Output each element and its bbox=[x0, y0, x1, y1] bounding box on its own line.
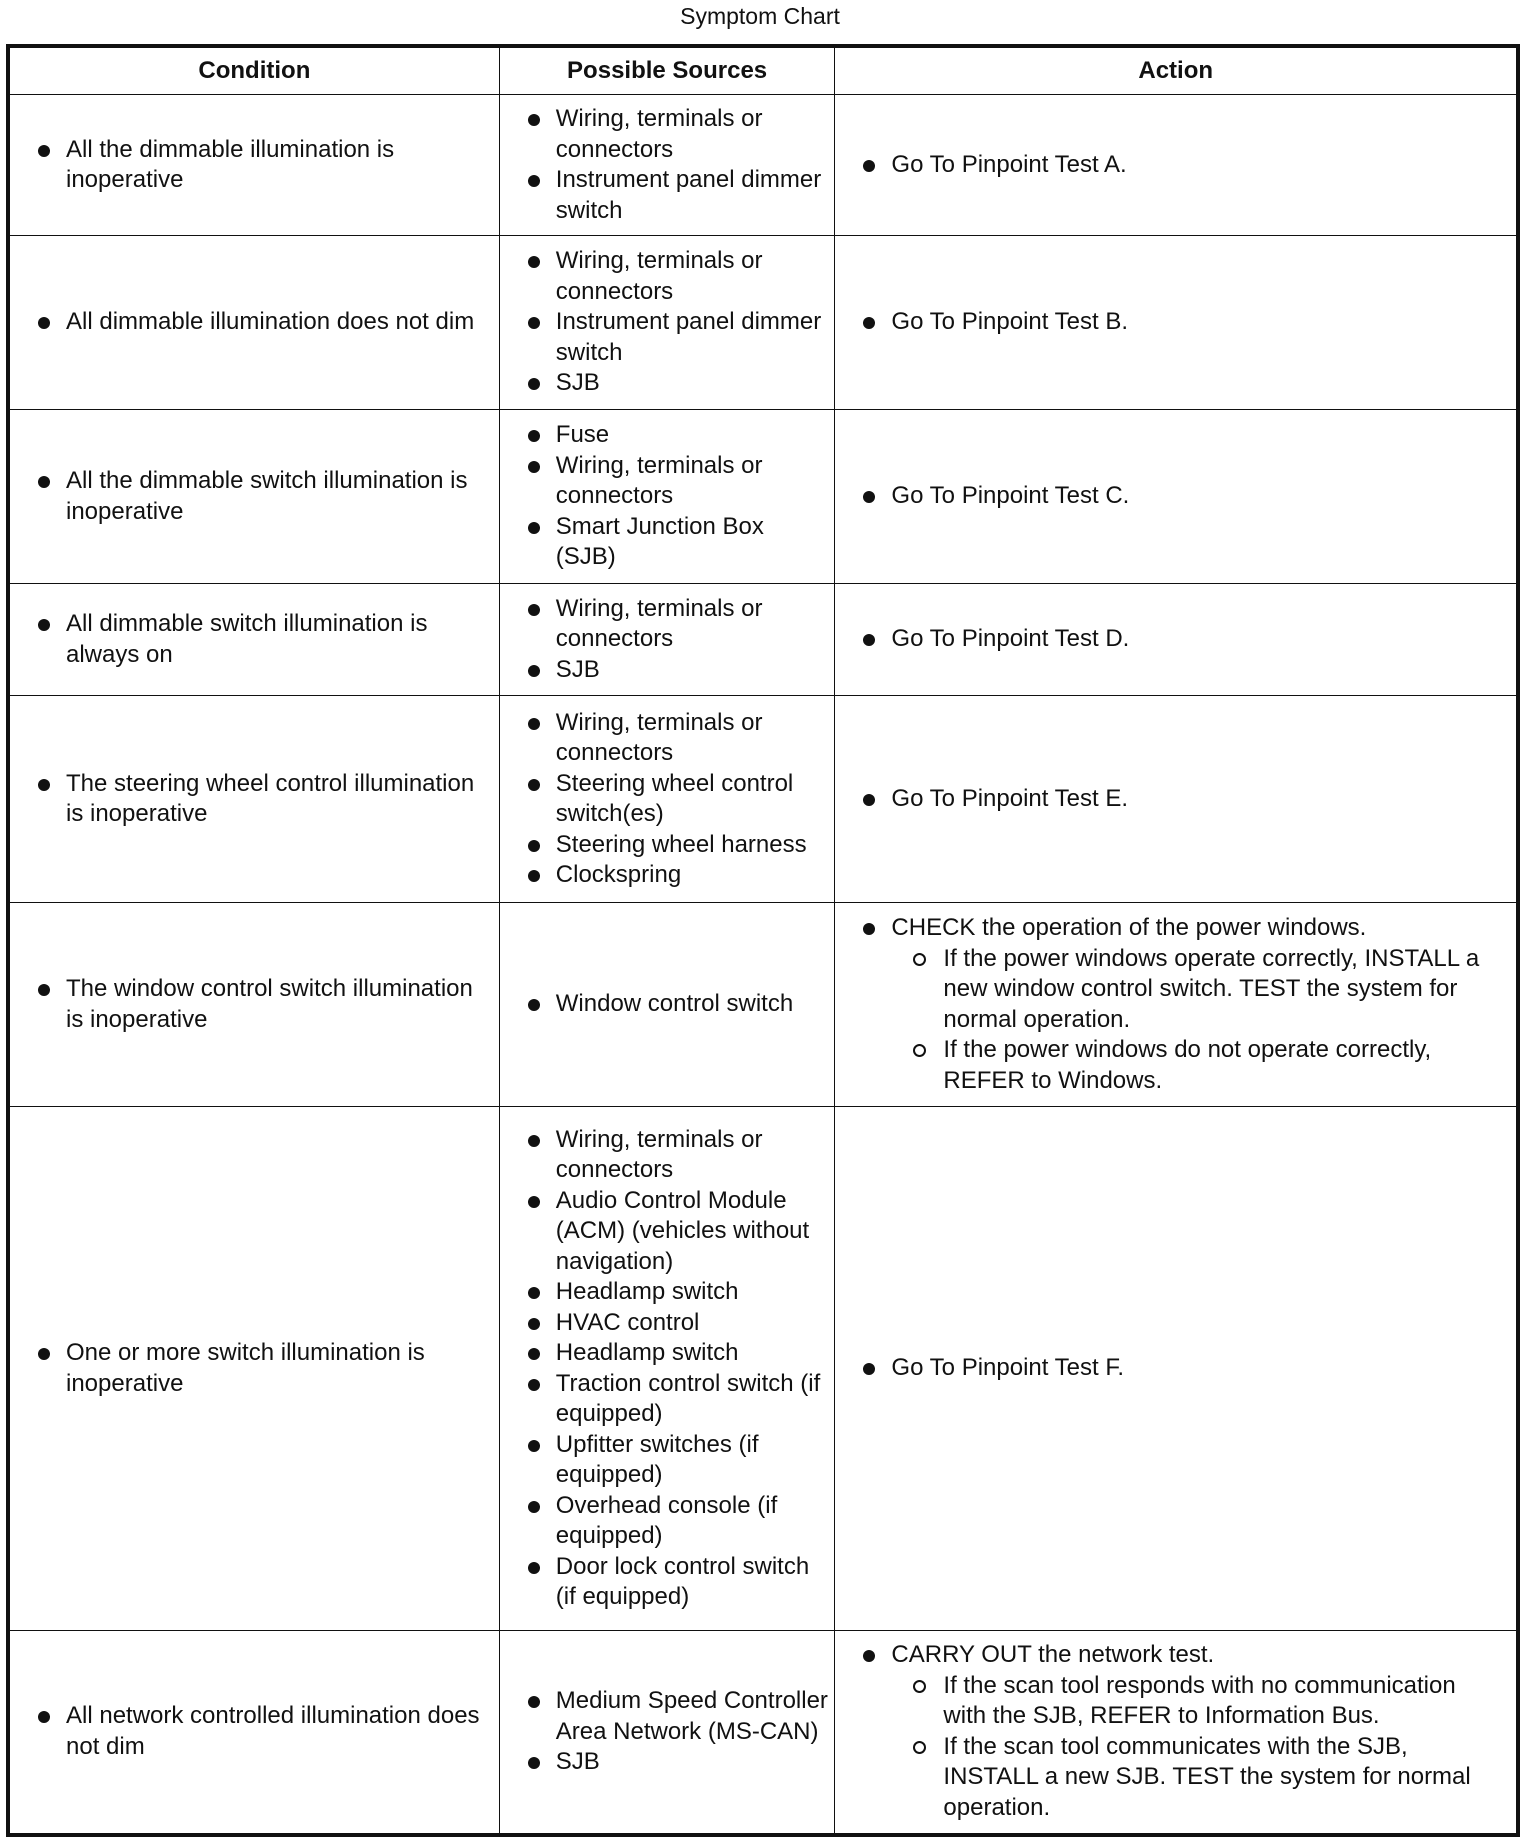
header-row bbox=[8, 46, 1518, 95]
sub-list-item bbox=[913, 1732, 1504, 1824]
list-item-text: All network controlled illumination does not dim bbox=[66, 1702, 480, 1760]
table-row bbox=[8, 584, 1518, 696]
table-row bbox=[8, 903, 1518, 1107]
list-item bbox=[528, 1277, 829, 1308]
condition-cell-list bbox=[10, 1701, 499, 1762]
possible-sources-cell bbox=[499, 903, 835, 1107]
table-row bbox=[8, 410, 1518, 584]
bullet-icon bbox=[528, 1135, 540, 1147]
bullet-icon bbox=[528, 256, 540, 268]
condition-cell-list bbox=[10, 974, 499, 1035]
condition-cell bbox=[8, 95, 499, 236]
action-cell bbox=[835, 236, 1518, 410]
condition-cell bbox=[8, 584, 499, 696]
list-item bbox=[528, 1338, 829, 1369]
sub-list-item-text: If the power windows operate correctly, INSTALL a new window control switch. TEST the system for normal operation. bbox=[943, 944, 1480, 1033]
list-item-text: Clockspring bbox=[555, 861, 682, 888]
possible-sources-cell bbox=[499, 584, 835, 696]
list-item bbox=[528, 246, 829, 307]
action-cell-list bbox=[835, 307, 1516, 338]
list-item-text: Headlamp switch bbox=[555, 1278, 739, 1305]
condition-cell bbox=[8, 410, 499, 584]
condition-cell bbox=[8, 1631, 499, 1835]
list-item-text: SJB bbox=[555, 1748, 600, 1775]
list-item bbox=[528, 989, 829, 1020]
bullet-icon bbox=[528, 317, 540, 329]
list-item bbox=[863, 150, 1504, 181]
bullet-icon bbox=[528, 1379, 540, 1391]
list-item bbox=[528, 1430, 829, 1491]
condition-cell-list bbox=[10, 466, 499, 527]
bullet-icon bbox=[863, 1650, 875, 1662]
action-cell bbox=[835, 584, 1518, 696]
list-item-text: All the dimmable switch illumination is inoperative bbox=[66, 467, 468, 525]
bullet-icon bbox=[528, 604, 540, 616]
bullet-icon bbox=[528, 175, 540, 187]
list-item-text: Traction control switch (if equipped) bbox=[555, 1369, 821, 1427]
bullet-icon bbox=[863, 491, 875, 503]
bullet-icon bbox=[863, 1363, 875, 1375]
possible-sources-cell-list bbox=[500, 1123, 835, 1615]
list-item bbox=[38, 974, 489, 1035]
list-item bbox=[528, 1747, 829, 1778]
action-cell-list bbox=[835, 1353, 1516, 1384]
list-item bbox=[863, 784, 1504, 815]
condition-cell-list bbox=[10, 769, 499, 830]
list-item bbox=[528, 1686, 829, 1747]
bullet-icon bbox=[528, 1501, 540, 1513]
bullet-icon bbox=[863, 794, 875, 806]
action-cell bbox=[835, 1107, 1518, 1631]
table-body bbox=[8, 95, 1518, 1835]
list-item-text: Wiring, terminals or connectors bbox=[555, 247, 763, 305]
list-item bbox=[38, 135, 489, 196]
action-cell bbox=[835, 903, 1518, 1107]
list-item-text: Fuse bbox=[555, 421, 610, 449]
list-item-text: Go To Pinpoint Test E. bbox=[891, 784, 1129, 812]
condition-cell-list bbox=[10, 1338, 499, 1399]
list-item-text: Go To Pinpoint Test D. bbox=[891, 625, 1130, 653]
page-title: Symptom Chart bbox=[680, 3, 840, 29]
action-cell-list bbox=[835, 481, 1516, 512]
bullet-icon bbox=[528, 522, 540, 534]
list-item-text: SJB bbox=[555, 369, 600, 397]
action-cell bbox=[835, 95, 1518, 236]
possible-sources-cell bbox=[499, 410, 835, 584]
bullet-icon bbox=[528, 840, 540, 852]
list-item-text: Go To Pinpoint Test F. bbox=[891, 1354, 1125, 1382]
list-item-text: Wiring, terminals or connectors bbox=[555, 105, 763, 163]
list-item bbox=[863, 913, 1504, 1096]
list-item-text: HVAC control bbox=[555, 1308, 700, 1336]
list-item-text: Instrument panel dimmer switch bbox=[555, 308, 822, 366]
bullet-icon bbox=[528, 114, 540, 126]
list-item-text: The window control switch illumination is inoperative bbox=[66, 975, 473, 1033]
bullet-icon bbox=[528, 1696, 540, 1708]
list-item bbox=[863, 624, 1504, 655]
list-item bbox=[528, 1552, 829, 1613]
possible-sources-cell-list bbox=[500, 102, 835, 228]
list-item bbox=[528, 368, 829, 399]
bullet-icon bbox=[863, 634, 875, 646]
bullet-icon bbox=[528, 1562, 540, 1574]
list-item-text: Headlamp switch bbox=[555, 1339, 739, 1366]
bullet-icon bbox=[528, 1318, 540, 1330]
list-item bbox=[528, 165, 829, 226]
action-sub-list bbox=[891, 1671, 1504, 1824]
action-cell-list bbox=[835, 913, 1516, 1096]
list-item-text: Window control switch bbox=[555, 990, 794, 1018]
bullet-icon bbox=[528, 1440, 540, 1452]
action-cell bbox=[835, 410, 1518, 584]
bullet-icon bbox=[528, 1757, 540, 1769]
list-item-text: Upfitter switches (if equipped) bbox=[555, 1430, 759, 1488]
possible-sources-cell bbox=[499, 696, 835, 903]
list-item-text: All dimmable switch illumination is always on bbox=[66, 610, 428, 668]
list-item-text: Go To Pinpoint Test C. bbox=[891, 482, 1130, 510]
list-item bbox=[528, 1369, 829, 1430]
bullet-icon bbox=[528, 779, 540, 791]
bullet-icon bbox=[528, 461, 540, 473]
list-item-text: CHECK the operation of the power windows. bbox=[891, 914, 1367, 941]
list-item-text: One or more switch illumination is inoperative bbox=[66, 1339, 425, 1397]
list-item bbox=[528, 708, 829, 769]
possible-sources-cell bbox=[499, 1631, 835, 1835]
possible-sources-cell-list bbox=[500, 706, 835, 893]
list-item bbox=[528, 1186, 829, 1278]
list-item bbox=[863, 1353, 1504, 1384]
action-cell-list bbox=[835, 150, 1516, 181]
list-item bbox=[528, 451, 829, 512]
list-item bbox=[38, 609, 489, 670]
column-header-possible-sources: Possible Sources bbox=[499, 46, 835, 95]
list-item bbox=[528, 769, 829, 830]
sub-list-item bbox=[913, 944, 1504, 1036]
possible-sources-cell bbox=[499, 1107, 835, 1631]
possible-sources-cell-list bbox=[500, 987, 835, 1022]
hollow-bullet-icon bbox=[913, 1741, 926, 1754]
bullet-icon bbox=[863, 160, 875, 172]
possible-sources-cell-list bbox=[500, 1684, 835, 1780]
list-item-text: Go To Pinpoint Test B. bbox=[891, 308, 1129, 336]
table-row bbox=[8, 1631, 1518, 1835]
list-item bbox=[528, 1491, 829, 1552]
list-item bbox=[528, 1308, 829, 1339]
hollow-bullet-icon bbox=[913, 953, 926, 966]
list-item bbox=[863, 1640, 1504, 1823]
list-item-text: Wiring, terminals or connectors bbox=[555, 594, 763, 653]
bullet-icon bbox=[528, 718, 540, 730]
action-cell bbox=[835, 696, 1518, 903]
list-item-text: All dimmable illumination does not dim bbox=[66, 308, 475, 336]
list-item-text: Wiring, terminals or connectors bbox=[555, 451, 763, 510]
bullet-icon bbox=[863, 923, 875, 935]
bullet-icon bbox=[528, 1196, 540, 1208]
condition-cell bbox=[8, 696, 499, 903]
list-item bbox=[528, 512, 829, 573]
action-cell-list bbox=[835, 624, 1516, 655]
bullet-icon bbox=[863, 317, 875, 329]
list-item-text: SJB bbox=[555, 655, 600, 683]
action-cell-list bbox=[835, 1640, 1516, 1823]
bullet-icon bbox=[38, 476, 50, 488]
list-item-text: Go To Pinpoint Test A. bbox=[891, 150, 1127, 178]
bullet-icon bbox=[38, 1348, 50, 1360]
list-item bbox=[528, 420, 829, 451]
column-header-condition: Condition bbox=[8, 46, 499, 95]
list-item bbox=[528, 1125, 829, 1186]
list-item-text: All the dimmable illumination is inoperative bbox=[66, 135, 395, 193]
list-item-text: Instrument panel dimmer switch bbox=[555, 166, 822, 224]
possible-sources-cell-list bbox=[500, 244, 835, 401]
sub-list-item bbox=[913, 1035, 1504, 1096]
hollow-bullet-icon bbox=[913, 1680, 926, 1693]
bullet-icon bbox=[528, 378, 540, 390]
condition-cell bbox=[8, 903, 499, 1107]
list-item bbox=[528, 860, 829, 891]
sub-list-item-text: If the scan tool communicates with the SJB, INSTALL a new SJB. TEST the system for normal operation. bbox=[943, 1732, 1471, 1821]
list-item bbox=[863, 307, 1504, 338]
list-item-text: Medium Speed Controller Area Network (MS-CAN) bbox=[555, 1687, 828, 1745]
sub-list-item-text: If the power windows do not operate correctly, REFER to Windows. bbox=[943, 1036, 1432, 1094]
list-item bbox=[38, 1701, 489, 1762]
sub-list-item-text: If the scan tool responds with no communication with the SJB, REFER to Information Bus. bbox=[943, 1671, 1456, 1730]
list-item-text: Door lock control switch (if equipped) bbox=[555, 1552, 810, 1610]
bullet-icon bbox=[528, 430, 540, 442]
bullet-icon bbox=[528, 1348, 540, 1360]
sub-list-item bbox=[913, 1671, 1504, 1732]
list-item bbox=[528, 830, 829, 861]
condition-cell bbox=[8, 236, 499, 410]
symptom-chart-table bbox=[6, 44, 1520, 1837]
list-item-text: The steering wheel control illumination is inoperative bbox=[66, 769, 475, 827]
possible-sources-cell-list bbox=[500, 418, 835, 575]
bullet-icon bbox=[38, 145, 50, 157]
condition-cell-list bbox=[10, 609, 499, 670]
list-item bbox=[528, 104, 829, 165]
list-item-text: Smart Junction Box (SJB) bbox=[555, 512, 764, 571]
bullet-icon bbox=[528, 665, 540, 677]
condition-cell bbox=[8, 1107, 499, 1631]
list-item-text: Wiring, terminals or connectors bbox=[555, 1125, 763, 1183]
possible-sources-cell bbox=[499, 236, 835, 410]
bullet-icon bbox=[38, 1711, 50, 1723]
possible-sources-cell-list bbox=[500, 592, 835, 688]
list-item-text: Wiring, terminals or connectors bbox=[555, 708, 763, 766]
list-item bbox=[38, 307, 489, 338]
list-item bbox=[528, 594, 829, 655]
bullet-icon bbox=[528, 870, 540, 882]
list-item-text: Steering wheel harness bbox=[555, 830, 807, 858]
condition-cell-list bbox=[10, 135, 499, 196]
action-sub-list bbox=[891, 944, 1504, 1097]
possible-sources-cell bbox=[499, 95, 835, 236]
list-item bbox=[38, 1338, 489, 1399]
action-cell-list bbox=[835, 784, 1516, 815]
list-item bbox=[528, 655, 829, 686]
table-row bbox=[8, 236, 1518, 410]
bullet-icon bbox=[38, 619, 50, 631]
table-row bbox=[8, 1107, 1518, 1631]
list-item-text: Audio Control Module (ACM) (vehicles without navigation) bbox=[555, 1186, 810, 1275]
bullet-icon bbox=[38, 779, 50, 791]
hollow-bullet-icon bbox=[913, 1044, 926, 1057]
list-item bbox=[528, 307, 829, 368]
list-item-text: Steering wheel control switch(es) bbox=[555, 769, 794, 827]
action-cell bbox=[835, 1631, 1518, 1835]
list-item bbox=[863, 481, 1504, 512]
bullet-icon bbox=[38, 317, 50, 329]
list-item bbox=[38, 466, 489, 527]
table-row bbox=[8, 95, 1518, 236]
table-row bbox=[8, 696, 1518, 903]
bullet-icon bbox=[38, 984, 50, 996]
column-header-action: Action bbox=[835, 46, 1518, 95]
condition-cell-list bbox=[10, 307, 499, 338]
list-item bbox=[38, 769, 489, 830]
list-item-text: Overhead console (if equipped) bbox=[555, 1491, 778, 1549]
list-item-text: CARRY OUT the network test. bbox=[891, 1641, 1215, 1669]
bullet-icon bbox=[528, 1287, 540, 1299]
bullet-icon bbox=[528, 999, 540, 1011]
